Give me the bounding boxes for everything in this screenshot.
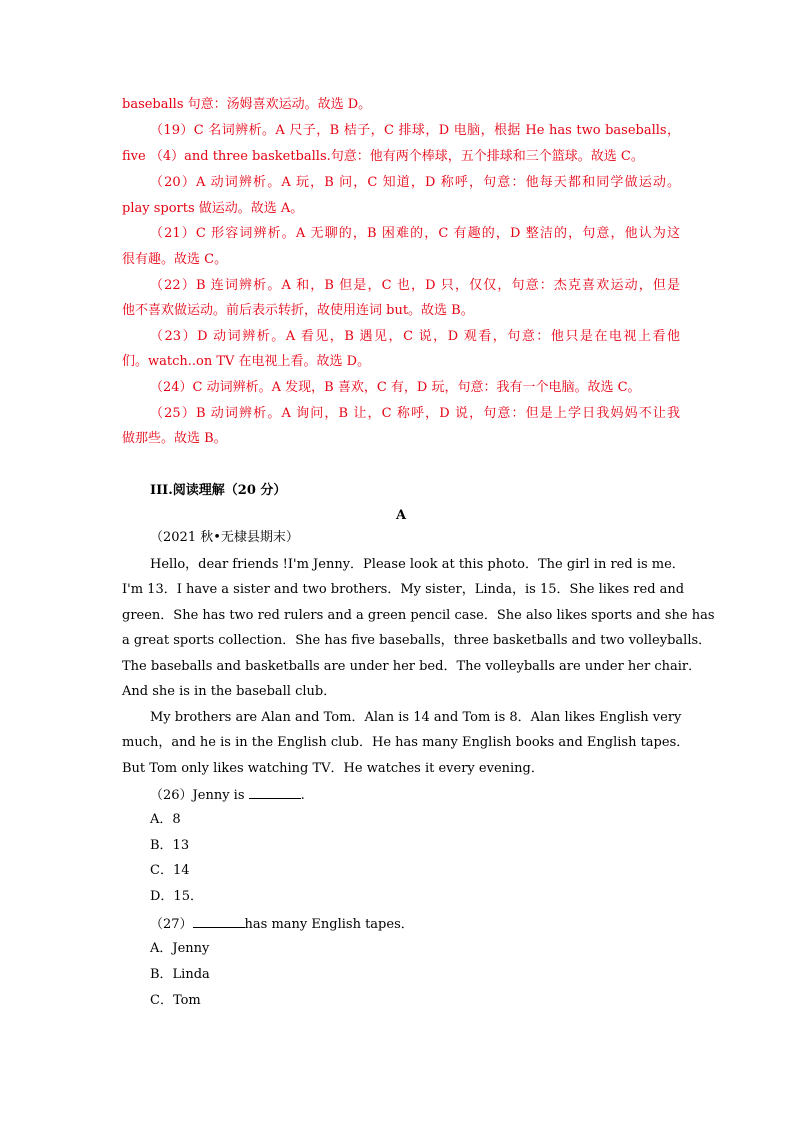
answer-line: （24）C 动词辨析。A 发现，B 喜欢，C 有，D 玩，句意：我有一个电脑。故选 C。 bbox=[150, 380, 641, 395]
passage-line: Hello，dear friends !I'm Jenny．Please look at this photo．The girl in red is me． bbox=[150, 557, 685, 572]
question-26 bbox=[150, 786, 680, 805]
answer-line: （19）C 名词辨析。A 尺子，B 桔子，C 排球，D 电脑，根据 He has two baseballs， bbox=[150, 123, 680, 138]
passage-line: I'm 13．I have a sister and two brothers．My sister，Linda，is 15．She likes red and bbox=[122, 582, 685, 597]
option: A．8 bbox=[150, 812, 181, 827]
option: D．15． bbox=[150, 889, 203, 904]
answer-line: 们。watch..on TV 在电视上看。故选 D。 bbox=[122, 354, 371, 369]
answer-line: five （4）and three basketballs.句意：他有两个棒球，五个排球和三个篮球。故选 C。 bbox=[122, 149, 644, 164]
answer-line: 很有趣。故选 C。 bbox=[122, 252, 228, 267]
answer-line: 他不喜欢做运动。前后表示转折，故使用连词 but。故选 B。 bbox=[122, 303, 474, 318]
question-stem-end: has many English tapes． bbox=[244, 917, 414, 932]
question-stem: （27） bbox=[150, 917, 193, 932]
passage-line: And she is in the baseball club． bbox=[122, 684, 337, 699]
answer-line: （23）D 动词辨析。A 看见，B 遇见，C 说，D 观看，句意：他只是在电视上看他 bbox=[150, 329, 680, 344]
answer-line: 做那些。故选 B。 bbox=[122, 431, 227, 446]
answer-line: play sports 做运动。故选 A。 bbox=[122, 201, 304, 216]
answer-line: （20）A 动词辨析。A 玩，B 问，C 知道，D 称呼，句意：他每天都和同学做运动。 bbox=[150, 175, 680, 190]
passage-line: The baseballs and basketballs are under her bed．The volleyballs are under her chair． bbox=[122, 659, 702, 674]
answer-line: （22）B 连词辨析。A 和，B 但是，C 也，D 只，仅仅，句意：杰克喜欢运动，但是 bbox=[150, 278, 680, 293]
option: C．Tom bbox=[150, 993, 201, 1008]
answer-blank bbox=[193, 915, 245, 928]
passage-line: a great sports collection．She has five baseballs，three basketballs and two volleyballs． bbox=[122, 633, 712, 648]
option: C．14 bbox=[150, 863, 190, 878]
answer-blank bbox=[249, 786, 301, 799]
option: A．Jenny bbox=[150, 941, 210, 956]
option: B．13 bbox=[150, 838, 190, 853]
passage-line: But Tom only likes watching TV．He watches it every evening． bbox=[122, 761, 544, 776]
part-label: A bbox=[395, 508, 407, 523]
answer-line: baseballs 句意：汤姆喜欢运动。故选 D。 bbox=[122, 97, 372, 112]
answer-line: （25）B 动词辨析。A 询问，B 让，C 称呼，D 说，句意：但是上学日我妈妈不让我 bbox=[150, 406, 680, 421]
section-heading: III.阅读理解（20 分） bbox=[150, 483, 287, 498]
option: B．Linda bbox=[150, 967, 210, 982]
answer-line: （21）C 形容词辨析。A 无聊的，B 困难的，C 有趣的，D 整洁的，句意，他认为这 bbox=[150, 226, 680, 241]
question-stem-end: . bbox=[300, 788, 305, 803]
passage-line: green．She has two red rulers and a green pencil case．She also likes sports and she has bbox=[122, 608, 715, 623]
question-stem: （26）Jenny is bbox=[150, 788, 249, 803]
source-label: （2021 秋•无棣县期末） bbox=[150, 530, 299, 545]
passage-line: much，and he is in the English club．He has many English books and English tapes． bbox=[122, 735, 690, 750]
question-27 bbox=[150, 915, 680, 934]
passage-line: My brothers are Alan and Tom．Alan is 14 and Tom is 8．Alan likes English very bbox=[150, 710, 682, 725]
